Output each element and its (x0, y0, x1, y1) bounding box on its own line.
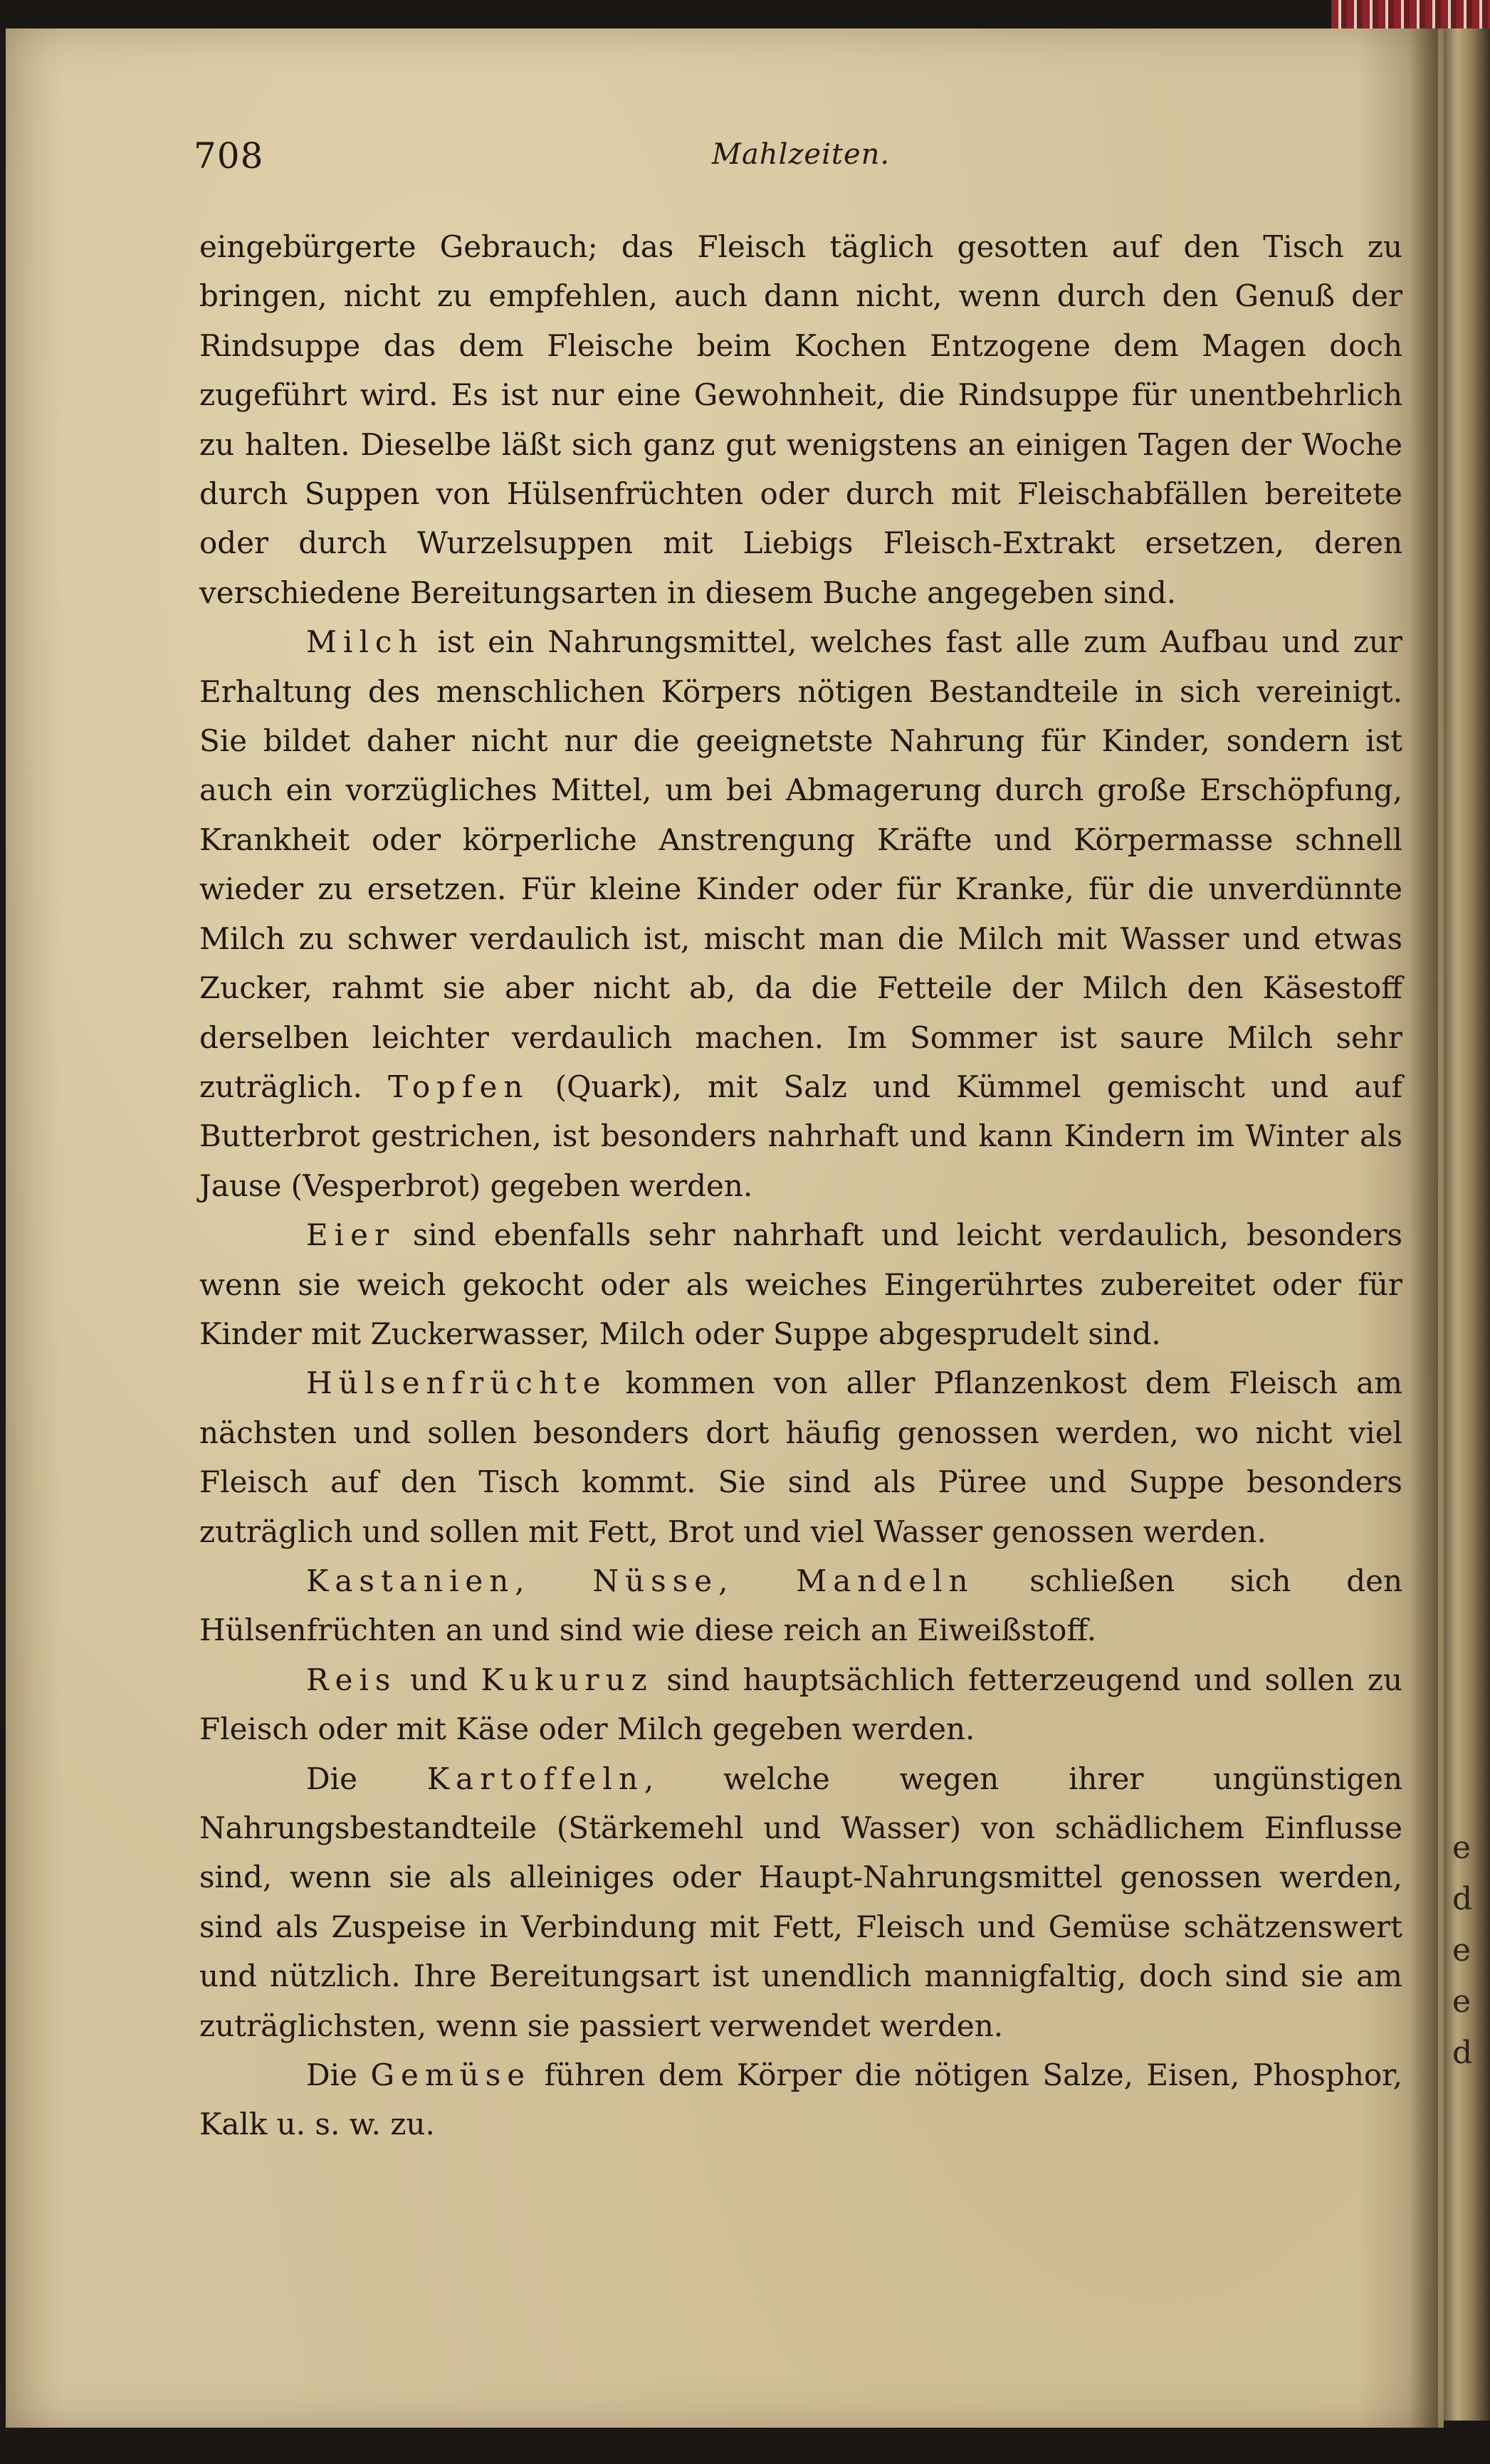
paragraph-eggs-text: sind ebenfalls sehr nahrhaft und leicht verdaulich, besonders wenn sie weich gekocht oder als weiches Eingerührtes zubereitet oder für Kinder mit Zuckerwasser, Milch oder Suppe abgesprudelt sind. (199, 1217, 1402, 1351)
term-legumes: Hülsenfrüchte (306, 1365, 607, 1401)
term-nuts: Kastanien, Nüsse, Mandeln (306, 1563, 975, 1598)
term-potatoes: Kartoffeln (426, 1761, 644, 1796)
page-header (194, 128, 1404, 185)
facing-page-letters: e d e e d (1452, 1830, 1473, 2071)
paragraph-rice (199, 1655, 1402, 1754)
term-rice: Reis (306, 1662, 397, 1697)
paragraph-rice-connector: und (397, 1662, 481, 1697)
paragraph-nuts-text: schließen sich den Hülsenfrüchten an und sind wie diese reich an Eiweißstoff. (199, 1563, 1402, 1648)
paragraph-vegetables-prefix: Die (306, 2057, 371, 2093)
paragraph-milk-text: ist ein Nahrungsmittel, welches fast alle zum Aufbau und zur Erhaltung des menschlichen Körpers nötigen Bestandteile in sich vereinigt. Sie bildet daher nicht nur die geeignetste Nahrung für Kinder, sondern ist auch ein vorzügliches Mittel, um bei Abmagerung durch große Erschöpfung, Krankheit oder körperliche Anstrengung Kräfte und Körpermasse schnell wieder zu ersetzen. Für kleine Kinder oder für Kranke, für die unverdünnte Milch zu schwer verdaulich ist, mischt man die Milch mit Wasser und etwas Zucker, rahmt sie aber nicht ab, da die Fetteile der Milch den Käsestoff derselben leichter verdaulich machen. Im Sommer ist saure Milch sehr zuträglich. (199, 624, 1402, 1104)
gutter-shadow (1410, 28, 1438, 2428)
page-number: 708 (194, 135, 264, 177)
page-body (199, 222, 1402, 2149)
paragraph-milk-text-2: (Quark), mit Salz und Kümmel gemischt und auf Butterbrot gestrichen, ist besonders nahrhaft und kann Kindern im Winter als Jause (Vesperbrot) gegeben werden. (199, 1069, 1402, 1203)
term-topfen: Topfen (388, 1069, 530, 1104)
paragraph-nuts (199, 1556, 1402, 1655)
paragraph-milk (199, 617, 1402, 1210)
paragraph-legumes-text: kommen von aller Pflanzenkost dem Fleisch am nächsten und sollen besonders dort häufig genossen werden, wo nicht viel Fleisch auf den Tisch kommt. Sie sind als Püree und Suppe besonders zuträglich und sollen mit Fett, Brot und viel Wasser genossen werden. (199, 1365, 1402, 1549)
paragraph-legumes (199, 1358, 1402, 1556)
paragraph-meat-broth: eingebürgerte Gebrauch; das Fleisch täglich gesotten auf den Tisch zu bringen, nicht zu empfehlen, auch dann nicht, wenn durch den Genuß der Rindsuppe das dem Fleische beim Kochen Entzogene dem Magen doch zugeführt wird. Es ist nur eine Gewohnheit, die Rindsuppe für unentbehrlich zu halten. Dieselbe läßt sich ganz gut wenigstens an einigen Tagen der Woche durch Suppen von Hülsenfrüchten oder durch mit Fleischabfällen bereitete oder durch Wurzelsuppen mit Liebigs Fleisch-Extrakt ersetzen, deren verschiedene Bereitungsarten in diesem Buche angegeben sind. (199, 229, 1402, 610)
running-head: Mahlzeiten. (712, 138, 891, 171)
term-milk: Milch (306, 624, 424, 660)
book-binding-edge (1331, 0, 1490, 30)
paragraph-potatoes-prefix: Die (306, 1761, 427, 1796)
term-eggs: Eier (306, 1217, 396, 1253)
paragraph-potatoes-text: , welche wegen ihrer ungünstigen Nahrungsbestandteile (Stärkemehl und Wasser) von schädlichem Einflusse sind, wenn sie als alleiniges oder Haupt-Nahrungsmittel genossen werden, sind als Zuspeise in Verbindung mit Fett, Fleisch und Gemüse schätzenswert und nützlich. Ihre Bereitungsart ist unendlich mannigfaltig, doch sind sie am zuträglichsten, wenn sie passiert verwendet werden. (199, 1761, 1402, 2043)
paragraph-vegetables-text: führen dem Körper die nötigen Salze, Eisen, Phosphor, Kalk u. s. w. zu. (199, 2057, 1402, 2142)
term-corn: Kukuruz (481, 1662, 654, 1697)
paragraph-eggs (199, 1210, 1402, 1358)
paragraph-vegetables (199, 2050, 1402, 2149)
term-vegetables: Gemüse (370, 2057, 532, 2093)
paragraph-potatoes (199, 1754, 1402, 2050)
paragraph-rice-text: sind hauptsächlich fetterzeugend und sollen zu Fleisch oder mit Käse oder Milch gegeben werden. (199, 1662, 1403, 1747)
